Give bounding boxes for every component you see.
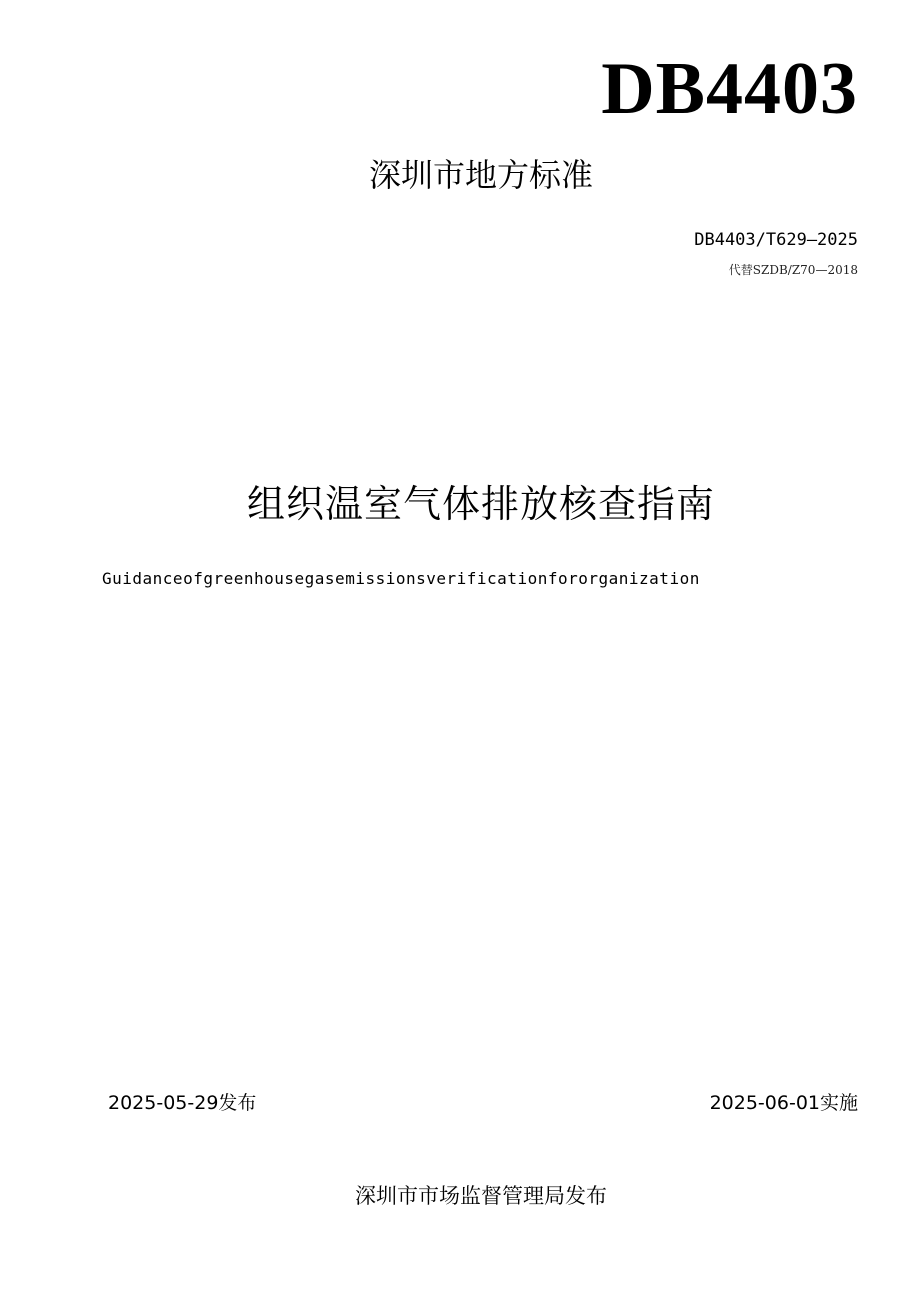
document-title-chinese: 组织温室气体排放核查指南 xyxy=(246,482,715,526)
standard-number: DB4403/T629—2025 xyxy=(694,230,858,250)
standard-type-heading: 深圳市地方标准 xyxy=(368,156,593,194)
standard-code-logo: DB4403 xyxy=(601,48,858,130)
document-title-english: Guidanceofgreenhousegasemissionsverificationfororganization xyxy=(102,569,700,588)
issue-date: 2025-05-29发布 xyxy=(108,1092,257,1114)
implementation-date: 2025-06-01实施 xyxy=(709,1092,858,1114)
publisher-line: 深圳市市场监督管理局发布 xyxy=(355,1184,607,1208)
replaces-standard-note: 代替SZDB/Z70—2018 xyxy=(728,263,858,277)
